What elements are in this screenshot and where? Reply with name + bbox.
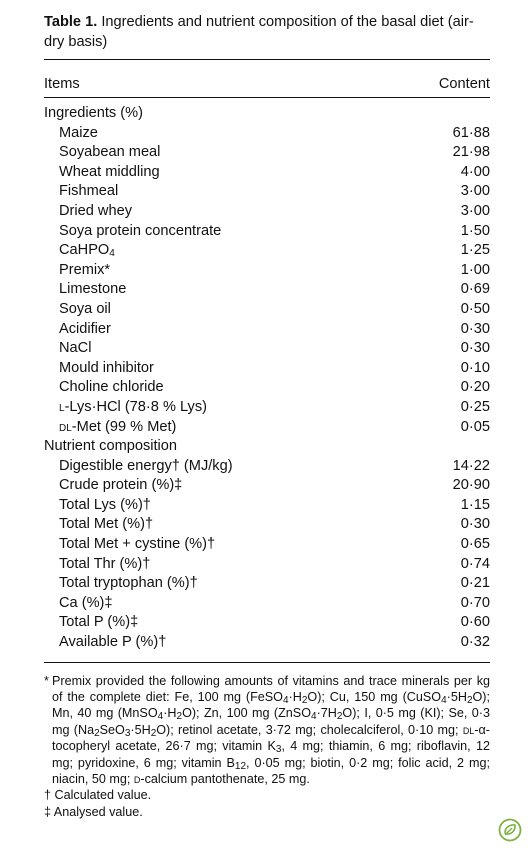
ingredient-row-label	[44, 359, 154, 379]
ingredient-row	[44, 202, 490, 222]
ingredient-row-label	[44, 398, 207, 418]
ingredient-row	[44, 398, 490, 418]
ingredient-row-text: Acidifier	[59, 320, 111, 337]
nutrient-row-value: 0·32	[460, 634, 490, 651]
nutrient-row-value: 1·15	[460, 496, 490, 513]
leaf-badge-icon	[498, 818, 522, 842]
table-caption-label: Table 1.	[44, 14, 98, 30]
ingredient-row-value: 0·50	[460, 300, 490, 317]
ingredient-row-value: 1·50	[460, 222, 490, 239]
footnote-text-run: O); Cu, 150 mg (CuSO	[307, 690, 442, 705]
subscript: 12	[234, 760, 247, 772]
ingredient-row-value: 1·25	[460, 242, 490, 259]
small-caps-prefix: d	[133, 772, 141, 787]
ingredient-row	[44, 261, 490, 281]
small-caps-prefix: dl	[59, 418, 72, 435]
footnote-text-run: SeO	[99, 722, 125, 737]
subscript: 4	[157, 711, 164, 723]
footnote-text-run: -calcium pantothenate, 25 mg.	[140, 772, 310, 787]
ingredient-row-text: Dried whey	[59, 202, 132, 219]
footnote-text-run: O); retinol acetate, 3·72 mg; cholecalciferol, 0·10 mg;	[156, 722, 463, 737]
ingredient-row-label	[44, 241, 115, 261]
ingredient-row-text: Soya oil	[59, 300, 111, 317]
nutrient-row-text: Total tryptophan (%)†	[59, 575, 198, 592]
ingredient-row	[44, 280, 490, 300]
nutrient-row-value: 0·60	[460, 614, 490, 631]
nutrient-row-text: Digestible energy† (MJ/kg)	[59, 457, 233, 474]
nutrient-row-text: Total Lys (%)†	[59, 496, 151, 513]
ingredient-row-text: -Lys·HCl (78·8 % Lys)	[64, 398, 208, 415]
small-caps-prefix: l	[59, 398, 65, 415]
nutrient-row-label	[44, 515, 153, 535]
ingredient-row-value: 0·10	[460, 359, 490, 376]
ingredient-row-label	[44, 418, 176, 438]
ingredient-row-label	[44, 222, 221, 242]
ingredient-row-value: 0·30	[460, 320, 490, 337]
subscript: 4	[109, 248, 115, 260]
footnote-premix	[44, 673, 490, 788]
ingredient-row-text: Fishmeal	[59, 183, 119, 200]
ingredient-row-text: NaCl	[59, 340, 92, 357]
ingredient-row-label	[44, 300, 111, 320]
footnote-analysed: ‡ Analysed value.	[44, 804, 143, 819]
nutrient-rows	[44, 457, 490, 653]
ingredient-row	[44, 320, 490, 340]
ingredient-row-label	[44, 378, 164, 398]
ingredient-row	[44, 378, 490, 398]
nutrient-row-text: Available P (%)†	[59, 634, 167, 651]
ingredient-row-label	[44, 143, 160, 163]
ingredient-row-text: Limestone	[59, 281, 127, 298]
nutrient-row-label	[44, 476, 182, 496]
ingredient-row-text: Soya protein concentrate	[59, 222, 222, 239]
section-ingredients	[44, 104, 490, 124]
nutrient-row-value: 0·70	[460, 594, 490, 611]
ingredient-row-text: Soyabean meal	[59, 144, 161, 161]
ingredient-row-value: 1·00	[460, 261, 490, 278]
footnote-text-run: -α-tocopheryl acetate, 26·7 mg; vitamin K	[52, 722, 490, 754]
footnote-calculated: † Calculated value.	[44, 788, 152, 803]
ingredient-row-value: 3·00	[460, 202, 490, 219]
ingredient-row-text: Wheat middling	[59, 163, 160, 180]
footnote-premix-text	[52, 673, 490, 788]
ingredient-row	[44, 300, 490, 320]
ingredient-row-text: Choline chloride	[59, 379, 164, 396]
nutrient-row	[44, 515, 490, 535]
subscript: 3	[124, 727, 131, 739]
nutrient-row	[44, 496, 490, 516]
footnotes	[44, 663, 490, 821]
subscript: 2	[336, 711, 343, 723]
ingredient-row-label	[44, 339, 91, 359]
ingredient-row-label	[44, 182, 118, 202]
nutrient-row-label	[44, 633, 166, 653]
ingredient-row-text: Maize	[59, 124, 98, 141]
footnote-premix-mark: *	[44, 673, 49, 688]
ingredient-row-value: 0·30	[460, 340, 490, 357]
ingredient-row-label	[44, 124, 98, 144]
ingredient-row-text: Premix*	[59, 261, 111, 278]
table-caption-text: Ingredients and nutrient composition of the basal diet (air-dry basis)	[44, 14, 474, 50]
ingredient-row-label	[44, 261, 110, 281]
section-title: Ingredients (%)	[44, 105, 143, 121]
ingredient-row-text: Mould inhibitor	[59, 359, 154, 376]
header-items: Items	[44, 76, 80, 92]
subscript: 2	[176, 711, 183, 723]
ingredient-row	[44, 418, 490, 438]
subscript: 4	[282, 695, 289, 707]
footnote-text-run: ·5H	[130, 722, 151, 737]
nutrient-row-value: 0·74	[460, 555, 490, 572]
ingredient-row-label	[44, 163, 160, 183]
nutrient-row-value: 14·22	[452, 457, 490, 474]
footnote-text-run: ·5H	[446, 690, 467, 705]
ingredients-rows	[44, 124, 490, 438]
ingredient-row-text: -Met (99 % Met)	[71, 418, 177, 435]
ingredient-row	[44, 182, 490, 202]
footnote-text-run: O); Zn, 100 mg (ZnSO	[182, 706, 311, 721]
ingredient-row-value: 0·20	[460, 379, 490, 396]
nutrient-row-label	[44, 457, 233, 477]
ingredient-row-value: 0·69	[460, 281, 490, 298]
subscript: 3	[275, 744, 282, 756]
ingredient-row	[44, 339, 490, 359]
footnote-text-run: ·H	[163, 706, 177, 721]
nutrient-row-value: 0·30	[460, 516, 490, 533]
header-content: Content	[438, 76, 490, 92]
nutrient-row	[44, 555, 490, 575]
nutrient-row-label	[44, 574, 198, 594]
subscript: 2	[301, 695, 308, 707]
ingredient-row-value: 3·00	[460, 183, 490, 200]
ingredient-row	[44, 241, 490, 261]
nutrient-row-text: Total Thr (%)†	[59, 555, 151, 572]
ingredient-row-text: CaHPO	[59, 242, 110, 259]
nutrient-row	[44, 574, 490, 594]
ingredient-row-value: 0·25	[460, 398, 490, 415]
subscript: 2	[94, 727, 100, 739]
ingredient-row	[44, 222, 490, 242]
footnote-text-run: ·7H	[316, 706, 337, 721]
nutrient-row	[44, 633, 490, 653]
ingredient-row-value: 4·00	[460, 163, 490, 180]
nutrient-row-value: 20·90	[452, 477, 490, 494]
ingredient-row-value: 21·98	[452, 144, 490, 161]
subscript: 2	[150, 727, 157, 739]
table-header	[44, 60, 490, 97]
footnote-text-run: ·H	[288, 690, 302, 705]
ingredient-row	[44, 124, 490, 144]
nutrient-row	[44, 613, 490, 633]
footnote-text-run: O); I, 0·5 mg (KI); Se, 0·3 mg (Na	[52, 706, 490, 737]
ingredient-row	[44, 143, 490, 163]
ingredient-row-label	[44, 320, 111, 340]
small-caps-prefix: dl	[462, 722, 475, 737]
nutrient-row-label	[44, 594, 113, 614]
ingredient-row-value: 0·05	[460, 418, 490, 435]
nutrient-row-text: Total P (%)‡	[59, 614, 139, 631]
subscript: 2	[466, 695, 473, 707]
nutrient-row-text: Crude protein (%)‡	[59, 477, 183, 494]
nutrient-row	[44, 476, 490, 496]
nutrient-row-label	[44, 496, 151, 516]
nutrient-row-text: Total Met (%)†	[59, 516, 154, 533]
table-container	[44, 12, 490, 820]
ingredient-row	[44, 359, 490, 379]
subscript: 4	[441, 695, 447, 707]
ingredient-row	[44, 163, 490, 183]
footnote-text-run: , 4 mg; thiamin, 6 mg; riboflavin, 12 mg; pyridoxine, 6 mg; vitamin B	[52, 739, 490, 770]
nutrient-row-text: Total Met + cystine (%)†	[59, 536, 216, 553]
table-caption	[44, 12, 490, 52]
ingredient-row-value: 61·88	[452, 124, 490, 141]
nutrient-row-label	[44, 555, 150, 575]
footnote-text-run: O); Mn, 40 mg (MnSO	[52, 690, 490, 721]
ingredient-row-label	[44, 202, 132, 222]
footnote-text-run: Premix provided the following amounts of vitamins and trace minerals per kg of the complete diet: Fe, 100 mg (FeSO	[52, 673, 490, 705]
nutrient-row	[44, 594, 490, 614]
nutrient-row-value: 0·65	[460, 536, 490, 553]
subscript: 4	[311, 711, 317, 723]
ingredient-row-label	[44, 280, 126, 300]
section-nutrients	[44, 437, 490, 457]
nutrient-row-label	[44, 613, 138, 633]
nutrient-row-value: 0·21	[460, 575, 490, 592]
nutrient-row	[44, 535, 490, 555]
nutrient-row	[44, 457, 490, 477]
nutrient-row-label	[44, 535, 215, 555]
nutrient-row-text: Ca (%)‡	[59, 594, 113, 611]
footnote-text-run: , 0·05 mg; biotin, 0·2 mg; folic acid, 2 mg; niacin, 50 mg;	[52, 755, 490, 787]
table-body	[44, 98, 490, 653]
section-title: Nutrient composition	[44, 438, 178, 455]
